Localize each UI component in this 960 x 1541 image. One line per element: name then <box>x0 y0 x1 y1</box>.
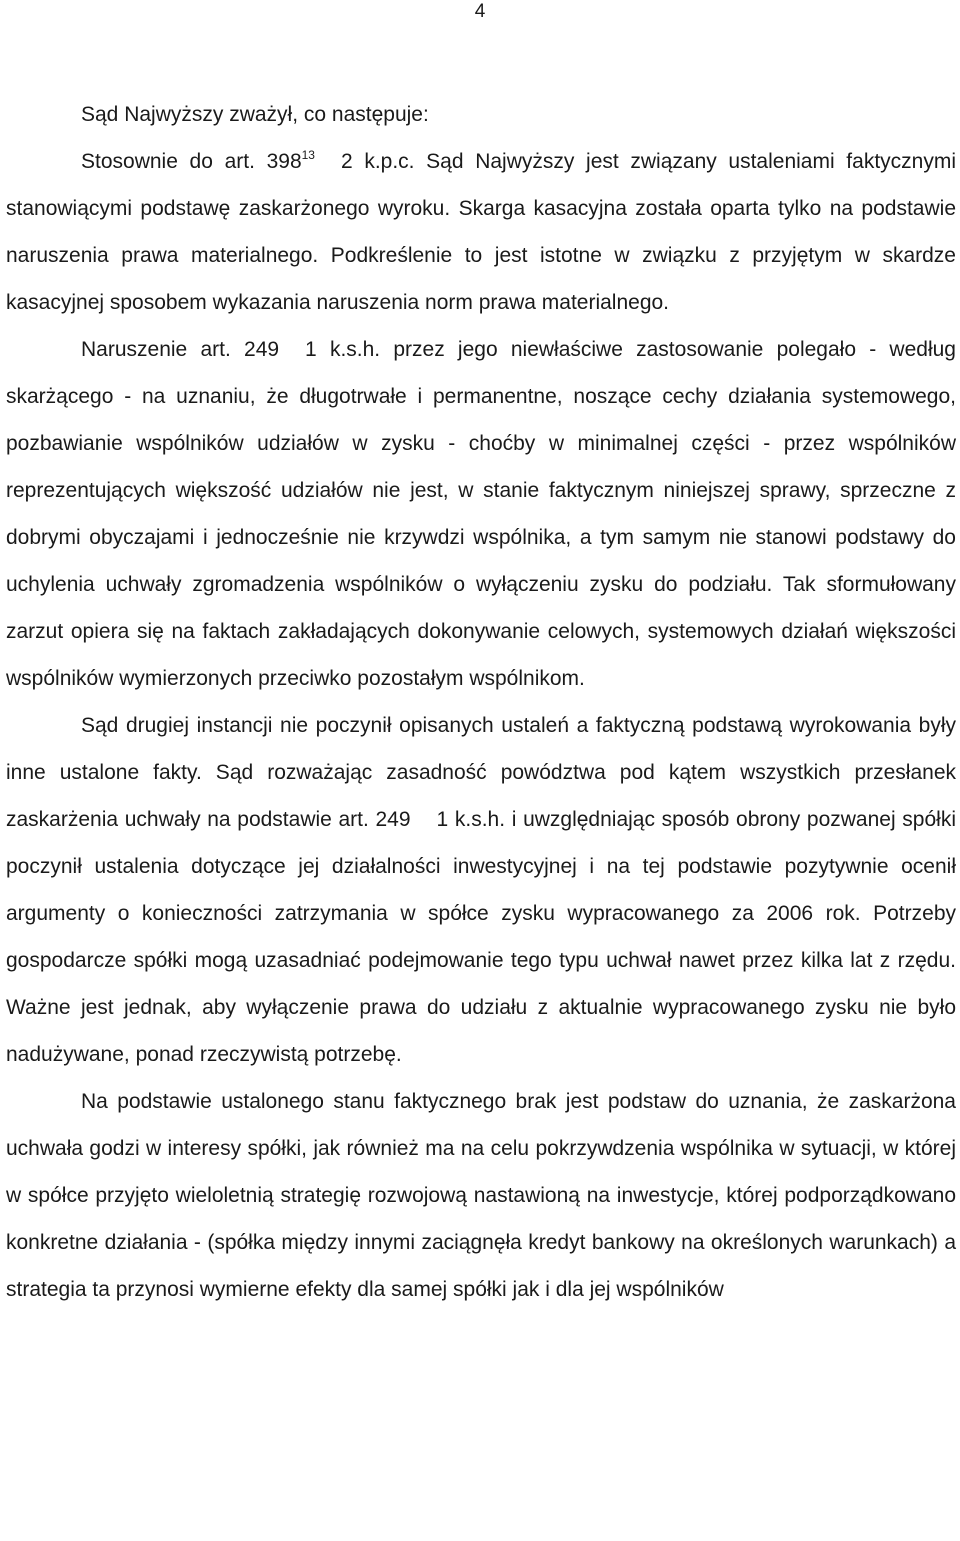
paragraph-3-text-a: Sąd drugiej instancji nie poczynił opisanych ustaleń a faktyczną podstawą wyrokowania były inne ustalone fakty. Sąd rozważając zasadność powództwa pod kątem wszystkich przesłanek zaskarżenia uchwały na podstawie art. 249 <box>6 714 956 831</box>
heading-line: Sąd Najwyższy zważył, co następuje: <box>81 103 429 126</box>
paragraph-2-text-b: 1 k.s.h. przez jego niewłaściwe zastosowanie polegało - według skarżącego - na uznaniu, że długotrwałe i permanentne, noszące cechy działania systemowego, pozbawianie wspólników udziałów w zysku - choćby w minimalnej części - przez wspólników reprezentujących większość udziałów nie jest, w stanie faktycznym niniejszej sprawy, sprzeczne z dobrymi obyczajami i jednocześnie nie krzywdzi wspólnika, a tym samym nie stanowi podstawy do uchylenia uchwały zgromadzenia wspólników o wyłączeniu zysku do podziału. Tak sformułowany zarzut opiera się na faktach zakładających dokonywanie celowych, systemowych działań większości wspólników wymierzonych przeciwko pozostałym wspólnikom. <box>6 338 956 690</box>
paragraph-1-text-b: 2 k.p.c. Sąd Najwyższy jest związany ustaleniami faktycznymi stanowiącymi podstawę zaskarżonego wyroku. Skarga kasacyjna została oparta tylko na podstawie naruszenia prawa materialnego. Podkreślenie to jest istotne w związku z przyjętym w skardze kasacyjnej sposobem wykazania naruszenia norm prawa materialnego. <box>6 150 956 314</box>
paragraph-2-text-a: Naruszenie art. 249 <box>81 338 280 361</box>
paragraph-1 <box>6 138 956 326</box>
paragraph-2 <box>6 326 956 702</box>
paragraph-4 <box>6 1078 956 1313</box>
paragraph-3 <box>6 702 956 1078</box>
paragraph-1-text-a: Stosownie do art. 398 <box>81 150 302 173</box>
superscript-13: 13 <box>301 148 315 162</box>
document-body <box>6 91 956 1313</box>
page-number: 4 <box>474 1 486 22</box>
paragraph-4-text-a: Na podstawie ustalonego stanu faktycznego brak jest podstaw do uznania, że zaskarżona uchwała godzi w interesy spółki, jak również ma na celu pokrzywdzenia wspólnika w sytuacji, w której w spółce przyjęto wieloletnią strategię rozwojową nastawioną na inwestycje, której podporządkowano konkretne działania - (spółka między innymi zaciągnęła kredyt bankowy na określonych warunkach) a strategia ta przynosi wymierne efekty dla samej spółki jak i dla jej wspólników <box>6 1090 956 1301</box>
paragraph-3-text-b: 1 k.s.h. i uwzględniając sposób obrony pozwanej spółki poczynił ustalenia dotyczące jej działalności inwestycyjnej i na tej podstawie pozytywnie ocenił argumenty o konieczności zatrzymania w spółce zysku wypracowanego za 2006 rok. Potrzeby gospodarcze spółki mogą uzasadniać podejmowanie tego typu uchwał nawet przez kilka lat z rzędu. Ważne jest jednak, aby wyłączenie prawa do udziału z aktualnie wypracowanego zysku nie było nadużywane, ponad rzeczywistą potrzebę. <box>6 808 956 1066</box>
